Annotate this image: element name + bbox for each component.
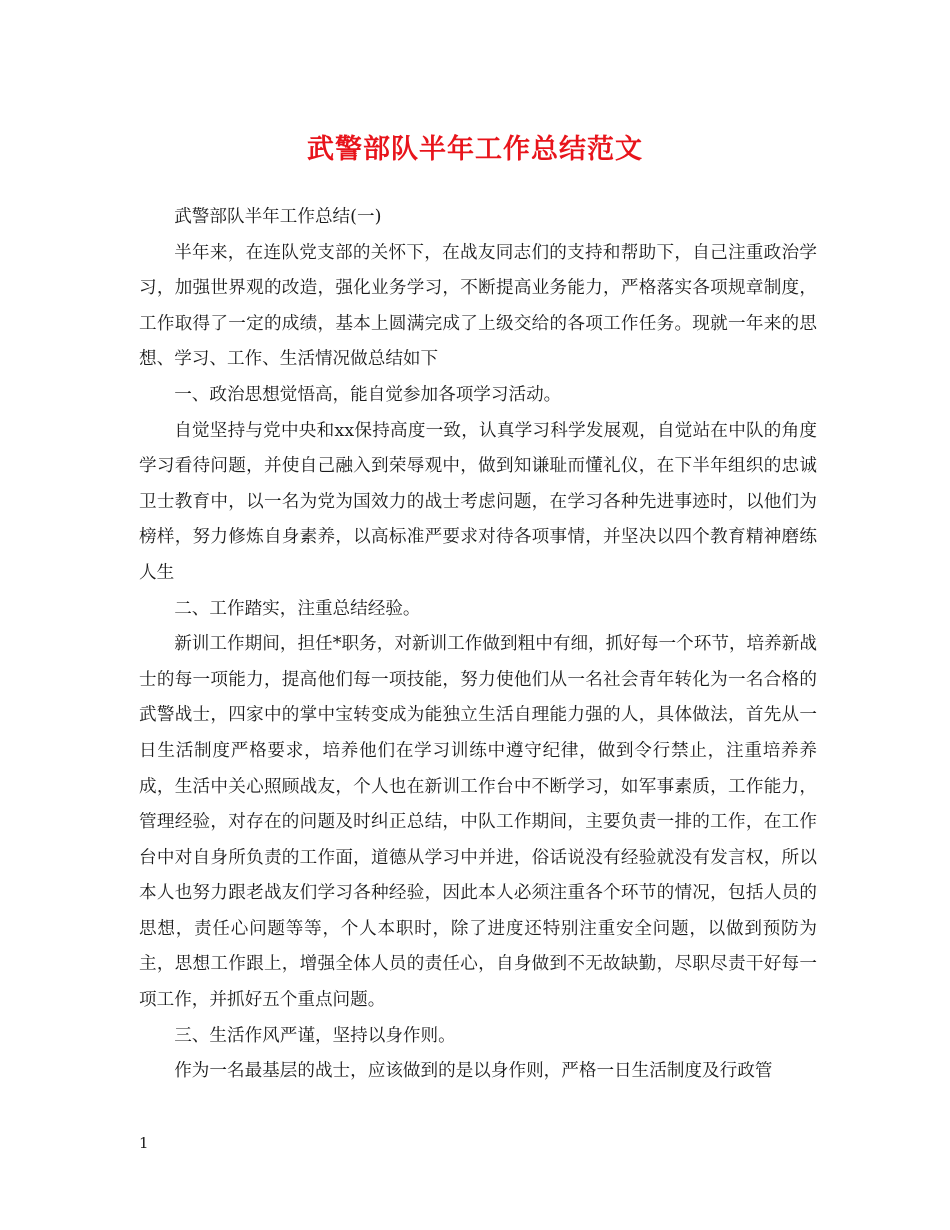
- document-title: 武警部队半年工作总结范文: [307, 134, 643, 165]
- paragraph-work: 新训工作期间，担任*职务，对新训工作做到粗中有细，抓好每一个环节，培养新战士的每一项能力，提高他们每一项技能，努力使他们从一名社会青年转化为一名合格的武警战士，四家中的掌中宝转变成为能独立生活自理能力强的人，具体做法，首先从一日生活制度严格要求，培养他们在学习训练中遵守纪律，做到令行禁止，注重培养养成，生活中关心照顾战友，个人也在新训工作台中不断学习，如军事素质，工作能力，管理经验，对存在的问题及时纠正总结，中队工作期间，主要负责一排的工作，在工作台中对自身所负责的工作面，道德从学习中并进，俗话说没有经验就没有发言权，所以本人也努力跟老战友们学习各种经验，因此本人必须注重各个环节的情况，包括人员的思想，责任心问题等等，个人本职时，除了进度还特别注重安全问题，以做到预防为主，思想工作跟上，增强全体人员的责任心，自身做到不无故缺勤，尽职尽责干好每一项工作，并抓好五个重点问题。: [139, 634, 817, 1011]
- document-body: [139, 200, 817, 1090]
- section-heading-1: 武警部队半年工作总结(一): [174, 207, 382, 227]
- section-heading-politics: 一、政治思想觉悟高，能自觉参加各项学习活动。: [174, 384, 562, 405]
- section-heading-life: 三、生活作风严谨，坚持以身作则。: [174, 1025, 456, 1046]
- page-number: 1: [139, 1134, 149, 1152]
- paragraph-life: 作为一名最基层的战士，应该做到的是以身作则，严格一日生活制度及行政管: [174, 1061, 773, 1082]
- section-heading-work: 二、工作踏实，注重总结经验。: [174, 598, 421, 619]
- paragraph-intro: 半年来，在连队党支部的关怀下，在战友同志们的支持和帮助下，自己注重政治学习，加强世界观的改造，强化业务学习，不断提高业务能力，严格落实各项规章制度，工作取得了一定的成绩，基本上圆满完成了上级交给的各项工作任务。现就一年来的思想、学习、工作、生活情况做总结如下: [139, 242, 817, 370]
- paragraph-politics: 自觉坚持与党中央和xx保持高度一致，认真学习科学发展观，自觉站在中队的角度学习看待问题，并使自己融入到荣辱观中，做到知谦耻而懂礼仪，在下半年组织的忠诚卫士教育中，以一名为党为国效力的战士考虑问题，在学习各种先进事迹时，以他们为榜样，努力修炼自身素养，以高标准严要求对待各项事情，并坚决以四个教育精神磨练人生: [139, 420, 817, 583]
